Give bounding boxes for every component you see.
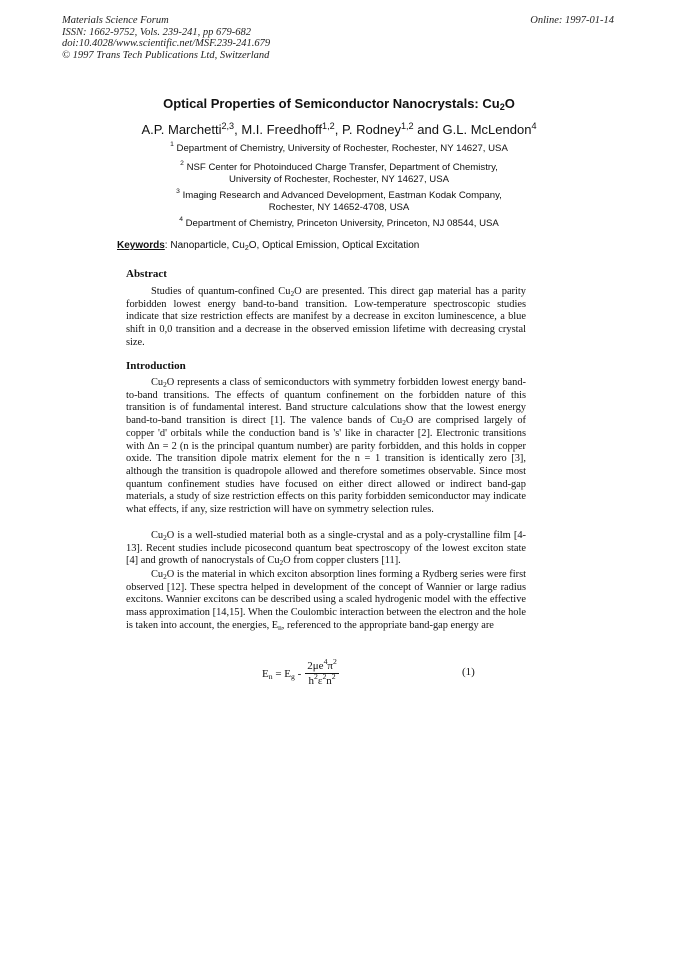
keywords-label: Keywords	[117, 240, 165, 251]
intro-paragraph: $Cu_2O$ is a well-studied material both as a single-crystal and as a poly-crystalline film [4-13]. Recent studies include picosecond quantum beat spectroscopy of the lowest exciton state [4] and growth of nanocrystals of $Cu_2O$ from copper clusters [11].	[126, 530, 526, 568]
affiliation: $^1$ Department of Chemistry, University of Rochester, Rochester, NY 14627, USA	[170, 141, 508, 154]
equation-number: (1)	[462, 666, 475, 678]
intro-paragraph: $Cu_2O$ is the material in which exciton absorption lines forming a Rydberg series were first observed [12]. These spectra helped in development of the concept of Wannier or large radius excitons. Wannier excitons can be described using a scaled hydrogenic model with the effective mass approximation [14,15]. When the Coulombic interaction between the electron and the hole is taken into account, the energies, $E_n$, referenced to the appropriate band-gap energy are	[126, 569, 526, 632]
intro-paragraph: $Cu_2O$ represents a class of semiconductors with symmetry forbidden lowest energy band-to-band transitions. The effects of quantum confinement on the forbidden nature of this transition is of fundamental interest. Band structure calculations show that the lowest energy band-to-band transition is direct [1]. The valence bands of $Cu_2O$ are comprised largely of copper 'd' orbitals while the conduction band is 's' like in character [2]. Electronic transitions with Δn = 2 (n is the principal quantum number) are parity forbidden, and this holds in copper oxide. The transition dipole matrix element for the n = 1 transition is identically zero [3], although the transition is quadropole allowed and therefore sometimes observable. Since most quantum confinement studies have focused on either direct allowed or indirect band-gap materials, a study of size restriction effects on this parity forbidden semiconductor may indicate what effects, if any, size restriction will have on symmetry selection rules.	[126, 377, 526, 516]
author: A.P. Marchetti$^{2,3}$,	[141, 121, 242, 137]
issn-line: ISSN: 1662-9752, Vols. 239-241, pp 679-682	[62, 26, 251, 38]
doi-line: doi:10.4028/www.scientific.net/MSF.239-241.679	[62, 38, 271, 49]
paper-title: Optical Properties of Semiconductor Nanocrystals: $Cu_2O$	[163, 96, 515, 112]
copyright-line: © 1997 Trans Tech Publications Ltd, Switzerland	[62, 49, 270, 61]
affiliation: $^3$ Imaging Research and Advanced Development, Eastman Kodak Company, Rochester, NY 14652-4708, USA	[176, 188, 502, 213]
author: M.I. Freedhoff$^{1,2}$,	[241, 121, 342, 137]
introduction-heading: Introduction	[126, 360, 186, 372]
journal-name: Materials Science Forum	[62, 15, 169, 26]
affiliation: $^2$ NSF Center for Photoinduced Charge Transfer, Department of Chemistry, University of Rochester, Rochester, NY 14627, USA	[180, 160, 498, 185]
equation-1: $E_n = E_g$ - $\frac{2\mu e^4\pi^2}{h^2\varepsilon^2n^2}$	[262, 657, 337, 687]
author-list	[0, 122, 678, 137]
running-header	[62, 15, 270, 61]
author: P. Rodney$^{1,2}$ and	[341, 121, 443, 137]
affiliation: $^4$ Department of Chemistry, Princeton University, Princeton, NJ 08544, USA	[179, 216, 499, 229]
equation-fraction: $\frac{2\mu e^4\pi^2}{h^2\varepsilon^2n^2}$	[307, 657, 337, 687]
abstract-heading: Abstract	[126, 268, 167, 280]
online-date: Online: 1997-01-14	[530, 15, 614, 26]
keywords: Keywords: Nanoparticle, $Cu_2O$, Optical Emission, Optical Excitation	[117, 240, 420, 252]
author: G.L. McLendon$^4$	[442, 121, 537, 137]
abstract-text: Studies of quantum-confined $Cu_2O$ are presented. This direct gap material has a parity forbidden lowest energy band-to-band transition. Low-temperature spectroscopic studies indicate that size restriction effects are manifest by a decrease in exciton luminescence, a blue shift in 0,0 transition and a decrease in the observed emission lifetime with decreasing crystal size.	[126, 286, 526, 348]
